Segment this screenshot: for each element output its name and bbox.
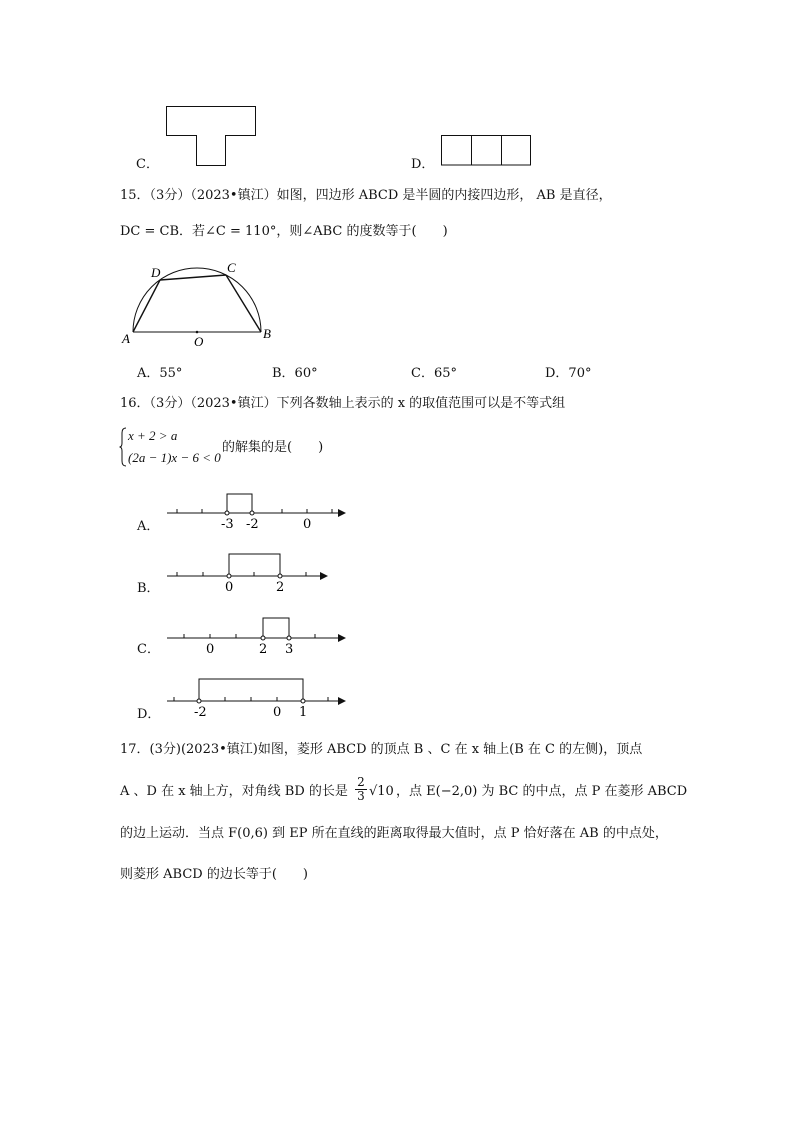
q16-d-tick-label: 1 bbox=[299, 705, 308, 720]
q16-option-a-label: A． bbox=[137, 519, 160, 534]
q16-option-a-number-line bbox=[160, 488, 350, 533]
q17-stem-line2a: A 、D 在 x 轴上方，对角线 BD 的长是 bbox=[120, 784, 348, 799]
q15-point-c: C bbox=[227, 260, 236, 275]
q14-option-c-label: C． bbox=[136, 157, 159, 172]
q15-semicircle-figure bbox=[118, 258, 283, 353]
q16-a-tick-label: -3 bbox=[221, 517, 234, 532]
q16-c-tick-label: 2 bbox=[259, 642, 268, 657]
q16-brace-icon bbox=[119, 427, 127, 467]
q15-option-a: A．55° bbox=[137, 366, 183, 381]
q15-point-d: D bbox=[151, 265, 161, 280]
q16-d-tick-label: 0 bbox=[273, 705, 282, 720]
q16-c-tick-label: 3 bbox=[285, 642, 294, 657]
q14-option-d-label: D． bbox=[411, 157, 435, 172]
q16-d-tick-label: -2 bbox=[194, 705, 207, 720]
q16-a-tick-label: 0 bbox=[303, 517, 312, 532]
q16-b-tick-label: 0 bbox=[225, 580, 234, 595]
q16-stem-tail: 的解集的是( ) bbox=[222, 440, 324, 455]
q17-stem-line4: 则菱形 ABCD 的边长等于( ) bbox=[120, 867, 308, 882]
q16-option-c-number-line bbox=[160, 612, 350, 657]
q15-point-o: O bbox=[194, 334, 204, 349]
q15-stem-line1: 15．（3分）（2023•镇江）如图，四边形 ABCD 是半圆的内接四边形， AB 是直径， bbox=[120, 188, 612, 203]
q14-option-d-figure bbox=[441, 135, 531, 166]
q15-point-a: A bbox=[122, 331, 130, 346]
q16-c-tick-label: 0 bbox=[206, 642, 215, 657]
q17-fraction-numerator: 2 bbox=[355, 776, 367, 790]
q16-option-b-number-line bbox=[160, 550, 335, 595]
q16-inequality-1: x + 2 > a bbox=[128, 428, 178, 443]
q17-stem-line1: 17．(3分)(2023•镇江)如图，菱形 ABCD 的顶点 B 、C 在 x 轴上(B 在 C 的左侧)，顶点 bbox=[120, 742, 643, 757]
q15-stem-line2: DC = CB．若∠C = 110°，则∠ABC 的度数等于( ) bbox=[120, 224, 448, 239]
q15-point-b: B bbox=[263, 326, 271, 341]
q17-fraction-denominator: 3 bbox=[357, 789, 365, 803]
q16-b-tick-label: 2 bbox=[276, 580, 285, 595]
q16-option-d-label: D． bbox=[137, 707, 161, 722]
q17-stem-line3: 的边上运动．当点 F(0,6) 到 EP 所在直线的距离取得最大值时，点 P 恰好落在 AB 的中点处， bbox=[120, 826, 668, 841]
q16-a-tick-label: -2 bbox=[246, 517, 259, 532]
q16-option-b-label: B． bbox=[137, 581, 160, 596]
q15-option-d: D．70° bbox=[545, 366, 592, 381]
q14-option-c-figure bbox=[166, 106, 256, 166]
q16-inequality-2: (2a − 1)x − 6 < 0 bbox=[128, 450, 221, 465]
q16-option-c-label: C． bbox=[137, 642, 160, 657]
q16-stem-line1: 16．（3分）（2023•镇江）下列各数轴上表示的 x 的取值范围可以是不等式组 bbox=[120, 396, 566, 411]
q17-sqrt: √10 bbox=[369, 784, 394, 799]
q17-stem-line2b: ，点 E(−2,0) 为 BC 的中点，点 P 在菱形 ABCD bbox=[396, 784, 688, 799]
q15-option-c: C．65° bbox=[411, 366, 457, 381]
q15-option-b: B．60° bbox=[272, 366, 318, 381]
q16-option-d-number-line bbox=[160, 674, 350, 719]
q17-fraction bbox=[355, 776, 367, 803]
